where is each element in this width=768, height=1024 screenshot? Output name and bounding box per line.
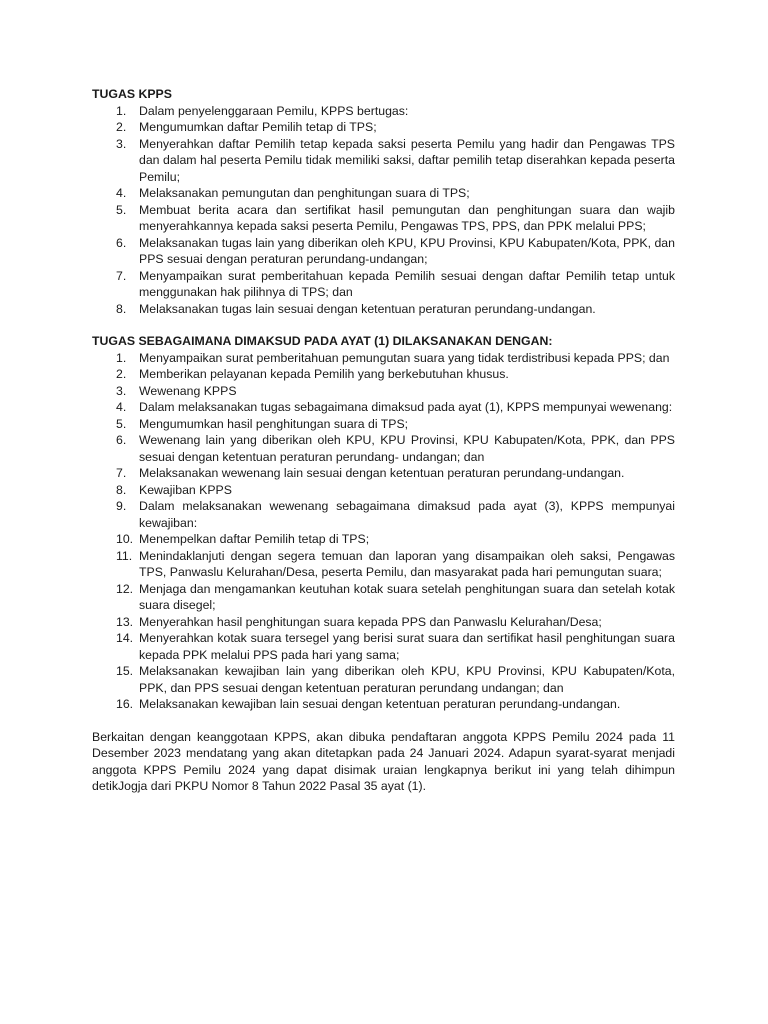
list-item-number: 13. — [116, 614, 134, 629]
list-item-number: 16. — [116, 697, 134, 711]
list-item-number: 4. — [116, 186, 127, 200]
list-item-number: 12. — [116, 581, 134, 596]
list-item-number: 4. — [116, 400, 127, 414]
list-item-number: 5. — [116, 202, 127, 217]
list-item — [92, 119, 675, 136]
list-item-number: 11. — [116, 548, 133, 563]
list-item-text: Menyampaikan surat pemberitahuan pemungutan suara yang tidak terdistribusi kepada PPS; dan — [139, 350, 670, 365]
list-item-text: Dalam melaksanakan wewenang sebagaimana dimaksud pada ayat (3), KPPS mempunyai kewajiban: — [139, 499, 675, 530]
list-item-text: Dalam penyelenggaraan Pemilu, KPPS bertugas: — [139, 103, 409, 118]
list-item — [92, 482, 675, 499]
list-item — [92, 301, 675, 318]
list-item-text: Menyampaikan surat pemberitahuan kepada Pemilih sesuai dengan daftar Pemilih tetap untuk menggunakan hak pilihnya di TPS; dan — [139, 268, 675, 299]
list-item — [92, 614, 675, 631]
list-item-text: Melaksanakan kewajiban lain sesuai dengan ketentuan peraturan perundang-undangan. — [139, 697, 621, 711]
list-item-text: Melaksanakan pemungutan dan penghitungan suara di TPS; — [139, 186, 470, 200]
list-item-text: Melaksanakan tugas lain sesuai dengan ketentuan peraturan perundang-undangan. — [139, 301, 596, 316]
list-item — [92, 268, 675, 301]
list-item — [92, 531, 675, 548]
list-item-text: Kewajiban KPPS — [139, 482, 232, 497]
list-item-number: 2. — [116, 367, 127, 381]
section-heading-tugas-kpps: TUGAS KPPS — [92, 87, 172, 101]
list-item-number: 7. — [116, 268, 127, 283]
list-item — [92, 465, 675, 482]
list-item — [92, 630, 675, 663]
list-item-text: Menyerahkan hasil penghitungan suara kepada PPS dan Panwaslu Kelurahan/Desa; — [139, 614, 602, 629]
list-item-text: Membuat berita acara dan sertifikat hasil pemungutan dan penghitungan suara dan wajib menyerahkannya kepada saksi peserta Pemilu, Pengawas TPS, PPS, dan PPK melalui PPS; — [139, 202, 675, 233]
list-item — [92, 581, 675, 614]
list-item-text: Wewenang lain yang diberikan oleh KPU, KPU Provinsi, KPU Kabupaten/Kota, PPK, dan PPS sesuai dengan ketentuan peraturan perundang- undangan; dan — [139, 433, 675, 464]
list-item-text: Mengumumkan hasil penghitungan suara di TPS; — [139, 416, 409, 431]
list-item — [92, 498, 675, 531]
list-item — [92, 416, 675, 433]
list-item-text: Melaksanakan kewajiban lain yang diberikan oleh KPU, KPU Provinsi, KPU Kabupaten/Kota, PPK, dan PPS sesuai dengan ketentuan peraturan perundang undangan; dan — [139, 664, 675, 695]
list-item-number: 5. — [116, 416, 127, 431]
list-item — [92, 432, 675, 465]
closing-paragraph: Berkaitan dengan keanggotaan KPPS, akan dibuka pendaftaran anggota KPPS Pemilu 2024 pada 11 Desember 2023 mendatang yang akan ditetapkan pada 24 Januari 2024. Adapun syarat-syarat menjadi anggota KPPS Pemilu 2024 yang dapat disimak uraian lengkapnya berikut ini yang telah dihimpun detikJogja dari PKPU Nomor 8 Tahun 2022 Pasal 35 ayat (1). — [92, 729, 675, 793]
list-item — [92, 136, 675, 186]
list-item-number: 8. — [116, 301, 127, 316]
list-item-number: 1. — [116, 103, 127, 118]
list-item — [92, 350, 675, 367]
list-item-text: Menindaklanjuti dengan segera temuan dan laporan yang disampaikan oleh saksi, Pengawas TPS, Panwaslu Kelurahan/Desa, peserta Pemilu, dan masyarakat pada hari pemungutan suara; — [139, 548, 675, 579]
list-item-number: 15. — [116, 664, 134, 678]
list-item — [92, 548, 675, 581]
tugas-kpps-list — [92, 103, 675, 318]
list-item-number: 6. — [116, 433, 127, 447]
list-item — [92, 399, 675, 416]
list-item — [92, 185, 675, 202]
list-item-number: 7. — [116, 466, 127, 480]
list-item — [92, 235, 675, 268]
list-item — [92, 202, 675, 235]
list-item-text: Mengumumkan daftar Pemilih tetap di TPS; — [139, 120, 377, 134]
list-item-number: 6. — [116, 235, 127, 250]
list-item-number: 10. — [116, 532, 134, 546]
list-item-number: 2. — [116, 120, 127, 134]
list-item-text: Dalam melaksanakan tugas sebagaimana dimaksud pada ayat (1), KPPS mempunyai wewenang: — [139, 400, 673, 414]
section-heading-tugas-dilaksanakan: TUGAS SEBAGAIMANA DIMAKSUD PADA AYAT (1) DILAKSANAKAN DENGAN: — [92, 334, 553, 348]
list-item-text: Menyerahkan kotak suara tersegel yang berisi surat suara dan sertifikat hasil penghitungan suara kepada PPK melalui PPS pada hari yang sama; — [139, 631, 675, 662]
list-item-text: Melaksanakan tugas lain yang diberikan oleh KPU, KPU Provinsi, KPU Kabupaten/Kota, PPK, dan PPS sesuai dengan peraturan perundang-undangan; — [139, 235, 675, 266]
list-item-text: Wewenang KPPS — [139, 383, 237, 398]
list-item-number: 8. — [116, 482, 127, 497]
list-item-number: 3. — [116, 136, 127, 151]
list-item-text: Menjaga dan mengamankan keutuhan kotak suara setelah penghitungan suara dan setelah kotak suara disegel; — [139, 581, 675, 612]
tugas-dilaksanakan-list — [92, 350, 675, 713]
list-item-number: 1. — [116, 350, 127, 365]
list-item — [92, 103, 675, 120]
list-item-number: 14. — [116, 631, 134, 645]
list-item — [92, 383, 675, 400]
list-item-number: 9. — [116, 499, 127, 513]
list-item — [92, 366, 675, 383]
list-item — [92, 663, 675, 696]
list-item-text: Menyerahkan daftar Pemilih tetap kepada saksi peserta Pemilu yang hadir dan Pengawas TPS dan dalam hal peserta Pemilu tidak memiliki saksi, daftar pemilih tetap diserahkan kepada peserta Pemilu; — [139, 136, 675, 184]
list-item — [92, 696, 675, 713]
list-item-text: Memberikan pelayanan kepada Pemilih yang berkebutuhan khusus. — [139, 367, 509, 381]
list-item-text: Melaksanakan wewenang lain sesuai dengan ketentuan peraturan perundang-undangan. — [139, 466, 625, 480]
list-item-number: 3. — [116, 383, 127, 398]
list-item-text: Menempelkan daftar Pemilih tetap di TPS; — [139, 532, 370, 546]
document-page — [92, 86, 675, 795]
